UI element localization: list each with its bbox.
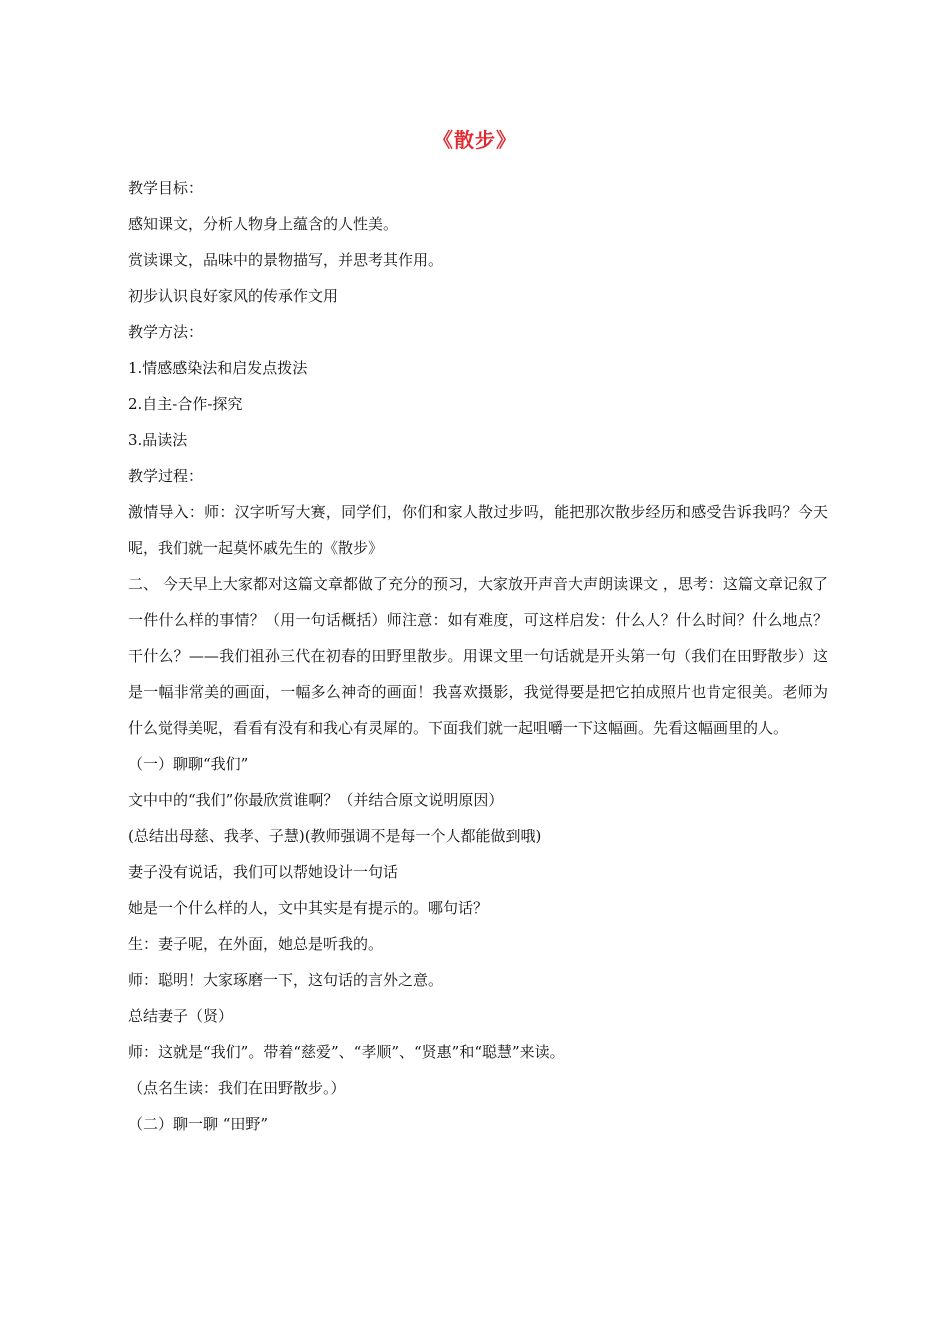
body-line: 妻子没有说话，我们可以帮她设计一句话 <box>128 863 399 881</box>
document-body <box>128 170 828 1142</box>
body-line: (总结出母慈、我孝、子慧)(教师强调不是每一个人都能做到哦) <box>128 827 542 845</box>
body-line: 生：妻子呢，在外面，她总是听我的。 <box>128 935 384 953</box>
methods-heading: 教学方法： <box>128 323 204 341</box>
method-item: 3.品读法 <box>128 431 188 449</box>
subsection-heading: （一）聊聊“我们” <box>128 755 249 773</box>
objective-item: 初步认识良好家风的传承作文用 <box>128 287 339 305</box>
document-title: 《散步》 <box>433 128 517 152</box>
subsection-heading: （二）聊一聊 “田野” <box>128 1115 269 1133</box>
intro-paragraph: 激情导入：师：汉字听写大赛，同学们，你们和家人散过步吗，能把那次散步经历和感受告诉我吗？今天呢，我们就一起莫怀戚先生的《散步》 <box>128 503 828 557</box>
objective-item: 赏读课文，品味中的景物描写，并思考其作用。 <box>128 251 444 269</box>
objectives-heading: 教学目标： <box>128 179 204 197</box>
method-item: 1.情感感染法和启发点拨法 <box>128 359 308 377</box>
body-line: 师：这就是“我们”。带着“慈爱”、“孝顺”、“贤惠”和“聪慧”来读。 <box>128 1043 565 1061</box>
section-two-paragraph: 二、 今天早上大家都对这篇文章都做了充分的预习，大家放开声音大声朗读课文 ，思考：这篇文章记叙了一件什么样的事情？（用一句话概括）师注意：如有难度，可这样启发：什么人？什么时间？什么地点？干什么？——我们祖孙三代在初春的田野里散步。用课文里一句话就是开头第一句（我们在田野散步）这是一幅非常美的画面，一幅多么神奇的画面！我喜欢摄影，我觉得要是把它拍成照片也肯定很美。老师为什么觉得美呢，看看有没有和我心有灵犀的。下面我们就一起咀嚼一下这幅画。先看这幅画里的人。 <box>128 575 828 737</box>
body-line: 她是一个什么样的人，文中其实是有提示的。哪句话？ <box>128 899 489 917</box>
objective-item: 感知课文，分析人物身上蕴含的人性美。 <box>128 215 399 233</box>
body-line: 总结妻子（贤） <box>128 1007 234 1025</box>
body-line: 文中中的“我们”你最欣赏谁啊？（并结合原文说明原因） <box>128 791 504 809</box>
body-line: 师：聪明！大家琢磨一下，这句话的言外之意。 <box>128 971 444 989</box>
body-line: （点名生读：我们在田野散步。） <box>128 1079 346 1097</box>
process-heading: 教学过程： <box>128 467 204 485</box>
method-item: 2.自主-合作-探究 <box>128 395 243 413</box>
